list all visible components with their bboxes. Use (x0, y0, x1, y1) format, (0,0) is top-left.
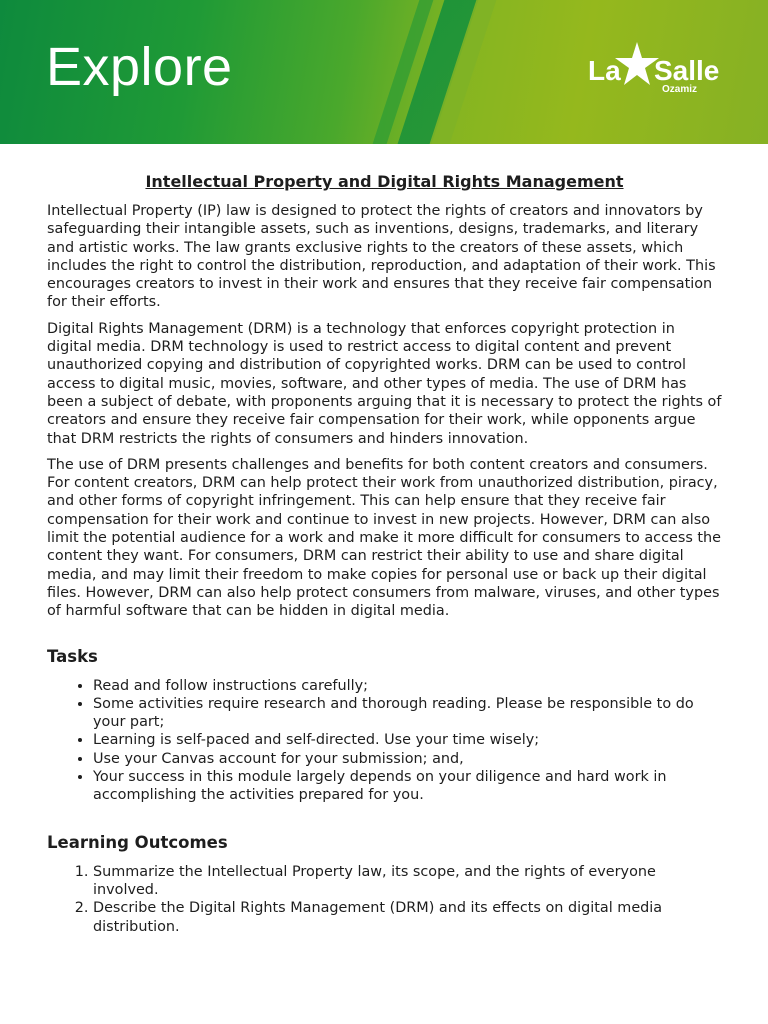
document-title: Intellectual Property and Digital Rights Management (145, 172, 624, 191)
explore-banner (0, 0, 768, 144)
list-item: • Your success in this module largely depends on your diligence and hard work in accomplishing the activities prepared for you. (93, 768, 722, 805)
learning-outcomes-list (47, 863, 722, 936)
document-body (0, 144, 768, 936)
logo-text-salle: Salle (654, 55, 720, 86)
list-item: • Use your Canvas account for your submission; and, (93, 750, 722, 768)
paragraph-ip-law: Intellectual Property (IP) law is designed to protect the rights of creators and innovators by safeguarding their intangible assets, such as inventions, designs, trademarks, and literary and artistic works. The law grants exclusive rights to the creators of these assets, which includes the right to control the distribution, reproduction, and adaptation of their work. This encourages creators to invest in their work and ensures that they receive fair compensation for their efforts. (47, 203, 716, 311)
banner-title: Explore (46, 37, 233, 97)
list-item: • Learning is self-paced and self-directed. Use your time wisely; (93, 731, 722, 749)
tasks-list (47, 677, 722, 805)
logo-text-la: La (588, 55, 621, 86)
tasks-heading: Tasks (47, 646, 98, 666)
logo-subtext: Ozamiz (662, 84, 698, 95)
paragraph-drm-challenges: The use of DRM presents challenges and benefits for both content creators and consumers. For content creators, DRM can help protect their work from unauthorized distribution, piracy, and other forms of copyright infringement. This can help ensure that they receive fair compensation for their work and continue to invest in new projects. However, DRM can also limit the potential audience for a work and make it more difficult for consumers to access the content they want. For consumers, DRM can restrict their ability to use and share digital media, and may limit their freedom to make copies for personal use or back up their digital files. However, DRM can also help protect consumers from malware, viruses, and other types of harmful software that can be hidden in digital media. (47, 456, 722, 620)
list-item: • Read and follow instructions carefully; (93, 677, 722, 695)
learning-outcomes-heading: Learning Outcomes (47, 832, 228, 852)
list-item: • Some activities require research and thorough reading. Please be responsible to do your part; (93, 695, 722, 732)
paragraph-drm: Digital Rights Management (DRM) is a technology that enforces copyright protection in digital media. DRM technology is used to restrict access to digital content and prevent unauthorized copying and distribution of copyrighted works. DRM can be used to control access to digital music, movies, software, and other types of media. The use of DRM has been a subject of debate, with proponents arguing that it is necessary to protect the rights of creators and ensure they receive fair compensation for their work, while opponents argue that DRM restricts the rights of consumers and hinders innovation. (47, 320, 722, 447)
la-salle-logo (588, 40, 738, 100)
list-item: 2. Describe the Digital Rights Management (DRM) and its effects on digital media distribution. (93, 899, 722, 936)
list-item: 1. Summarize the Intellectual Property law, its scope, and the rights of everyone involved. (93, 863, 722, 900)
